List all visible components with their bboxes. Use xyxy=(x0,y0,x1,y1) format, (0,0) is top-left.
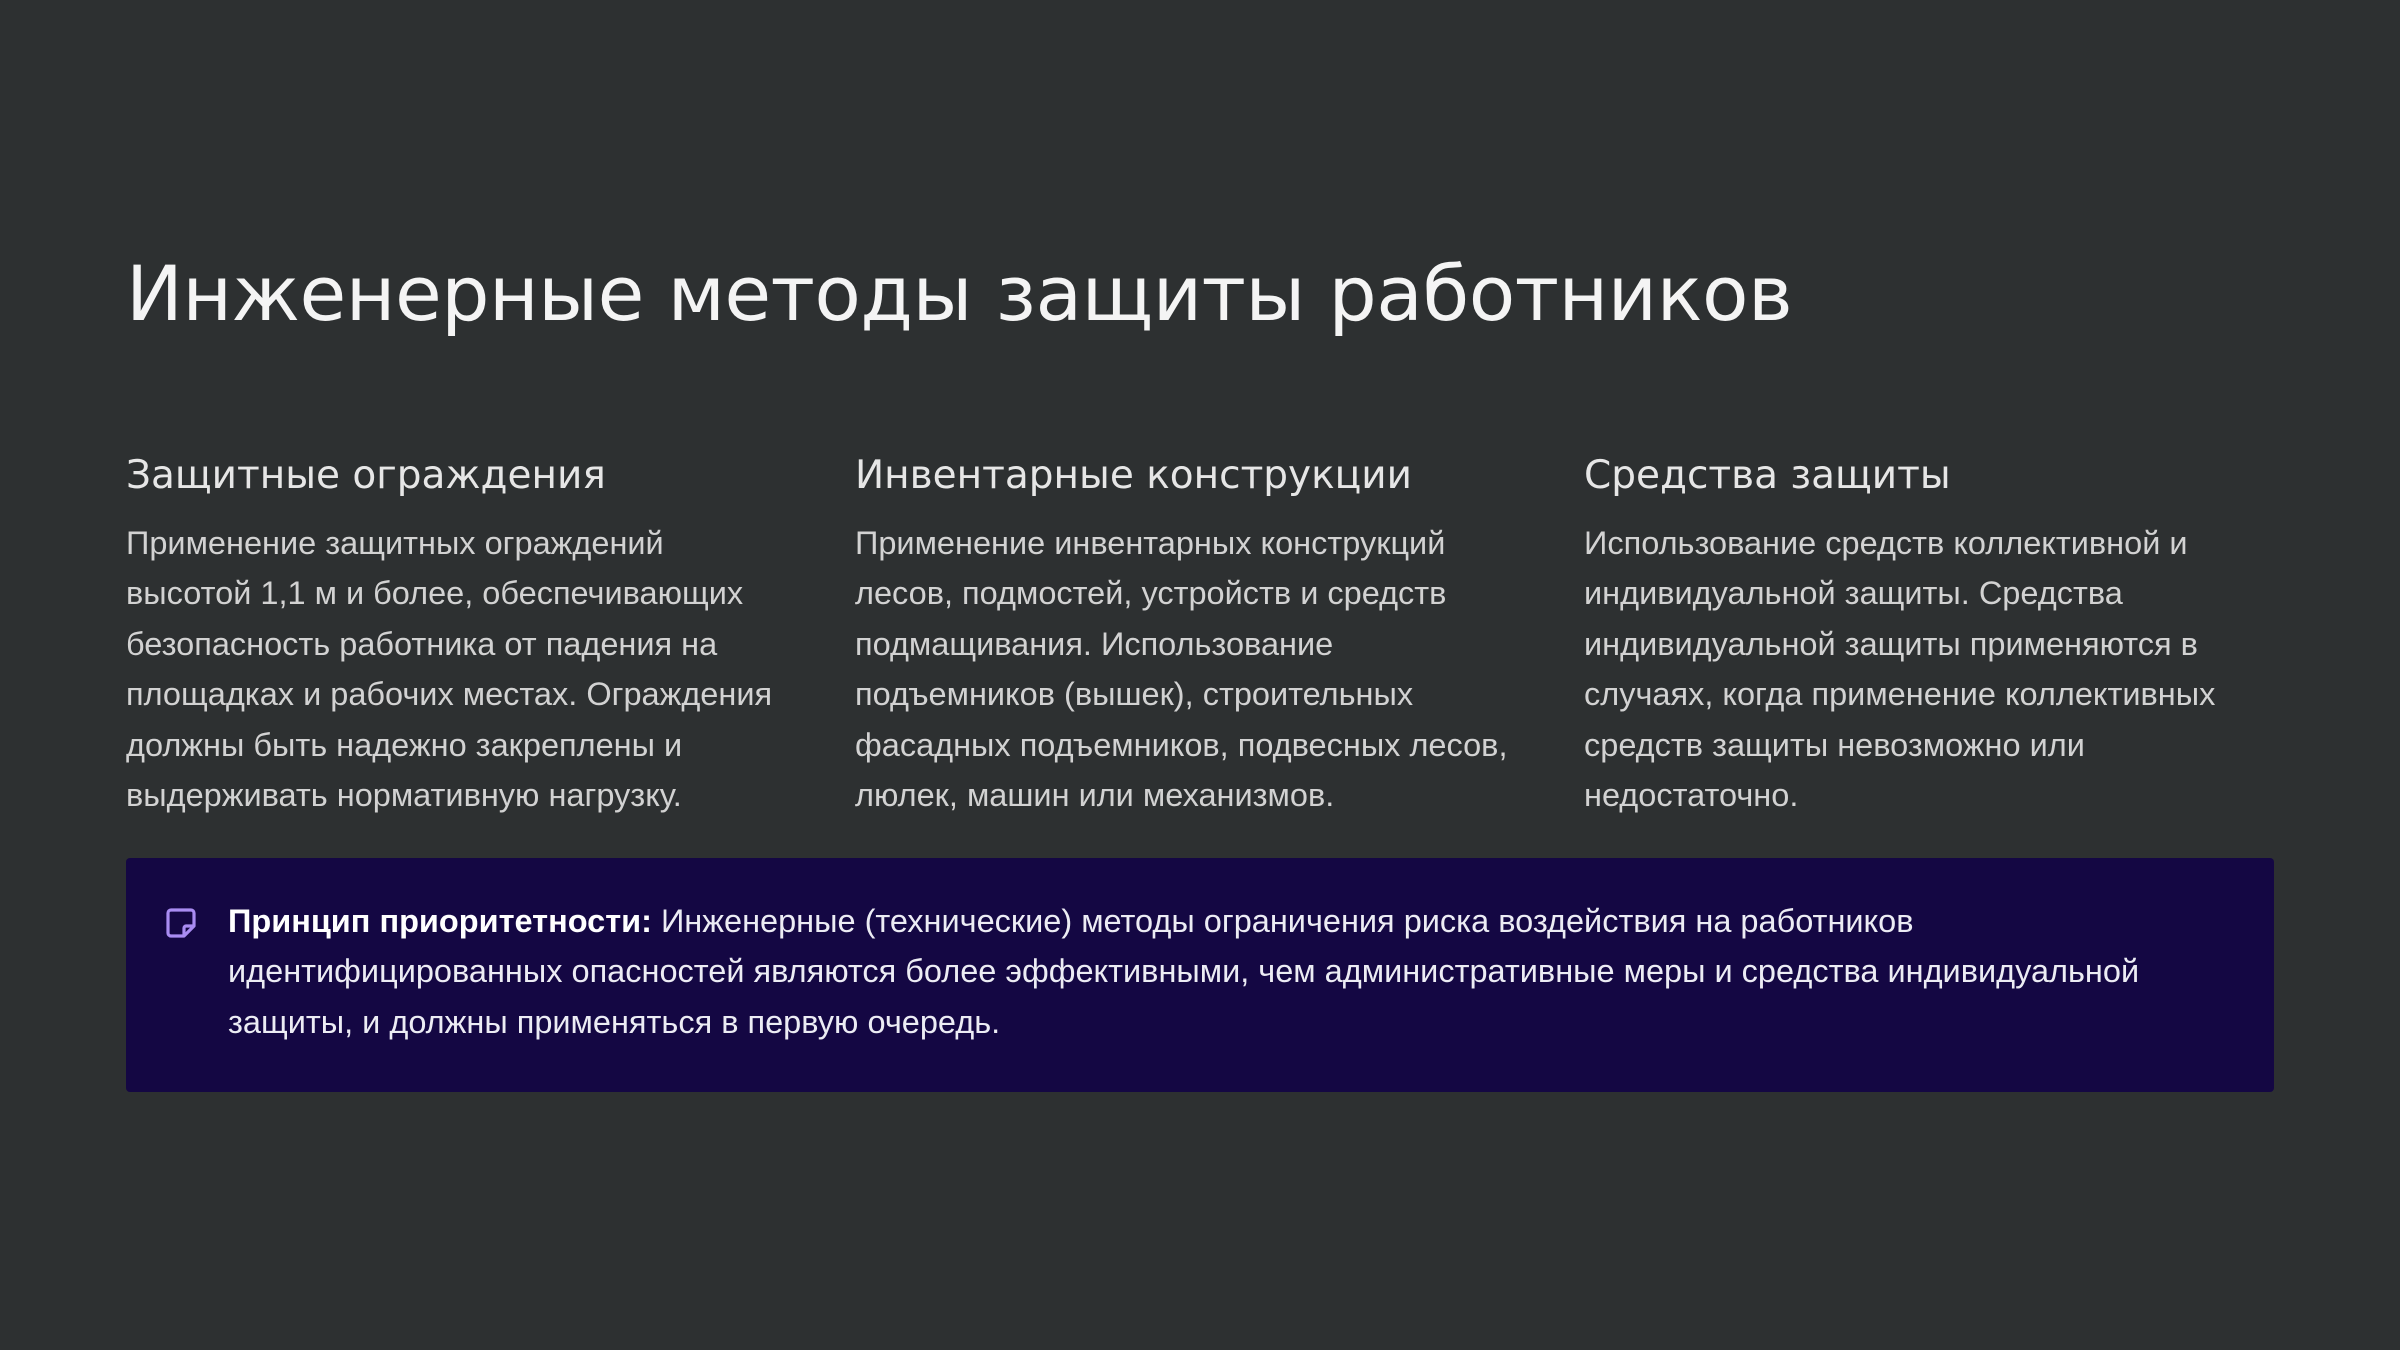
column-protective-fencing xyxy=(126,448,794,820)
callout-body: Инженерные (технические) методы ограничения риска воздействия на работников идентифицированных опасностей являются более эффективными, чем административные меры и средства индивидуальной защиты, и должны применяться в первую очередь. xyxy=(228,903,2140,1040)
column-heading: Защитные ограждения xyxy=(126,453,606,498)
slide-title: Инженерные методы защиты работников xyxy=(126,249,1793,338)
content-columns xyxy=(126,448,2274,820)
column-heading: Средства защиты xyxy=(1584,453,1951,498)
column-body: Применение защитных ограждений высотой 1,1 м и более, обеспечивающих безопасность работника от падения на площадках и рабочих местах. Ограждения должны быть надежно закреплены и выдерживать нормативную нагрузку. xyxy=(126,525,773,814)
priority-callout xyxy=(126,858,2274,1092)
callout-text xyxy=(228,896,2204,1047)
column-body: Применение инвентарных конструкций лесов, подмостей, устройств и средств подмащивания. Использование подъемников (вышек), строительных фасадных подъемников, подвесных лесов, люлек, машин или механизмов. xyxy=(855,525,1508,814)
column-body: Использование средств коллективной и индивидуальной защиты. Средства индивидуальной защиты применяются в случаях, когда применение коллективных средств защиты невозможно или недостаточно. xyxy=(1584,525,2216,814)
note-icon xyxy=(164,906,198,940)
column-inventory-structures xyxy=(855,448,1523,820)
column-protection-means xyxy=(1584,448,2252,820)
callout-label: Принцип приоритетности: xyxy=(228,903,652,939)
column-heading: Инвентарные конструкции xyxy=(855,453,1412,498)
